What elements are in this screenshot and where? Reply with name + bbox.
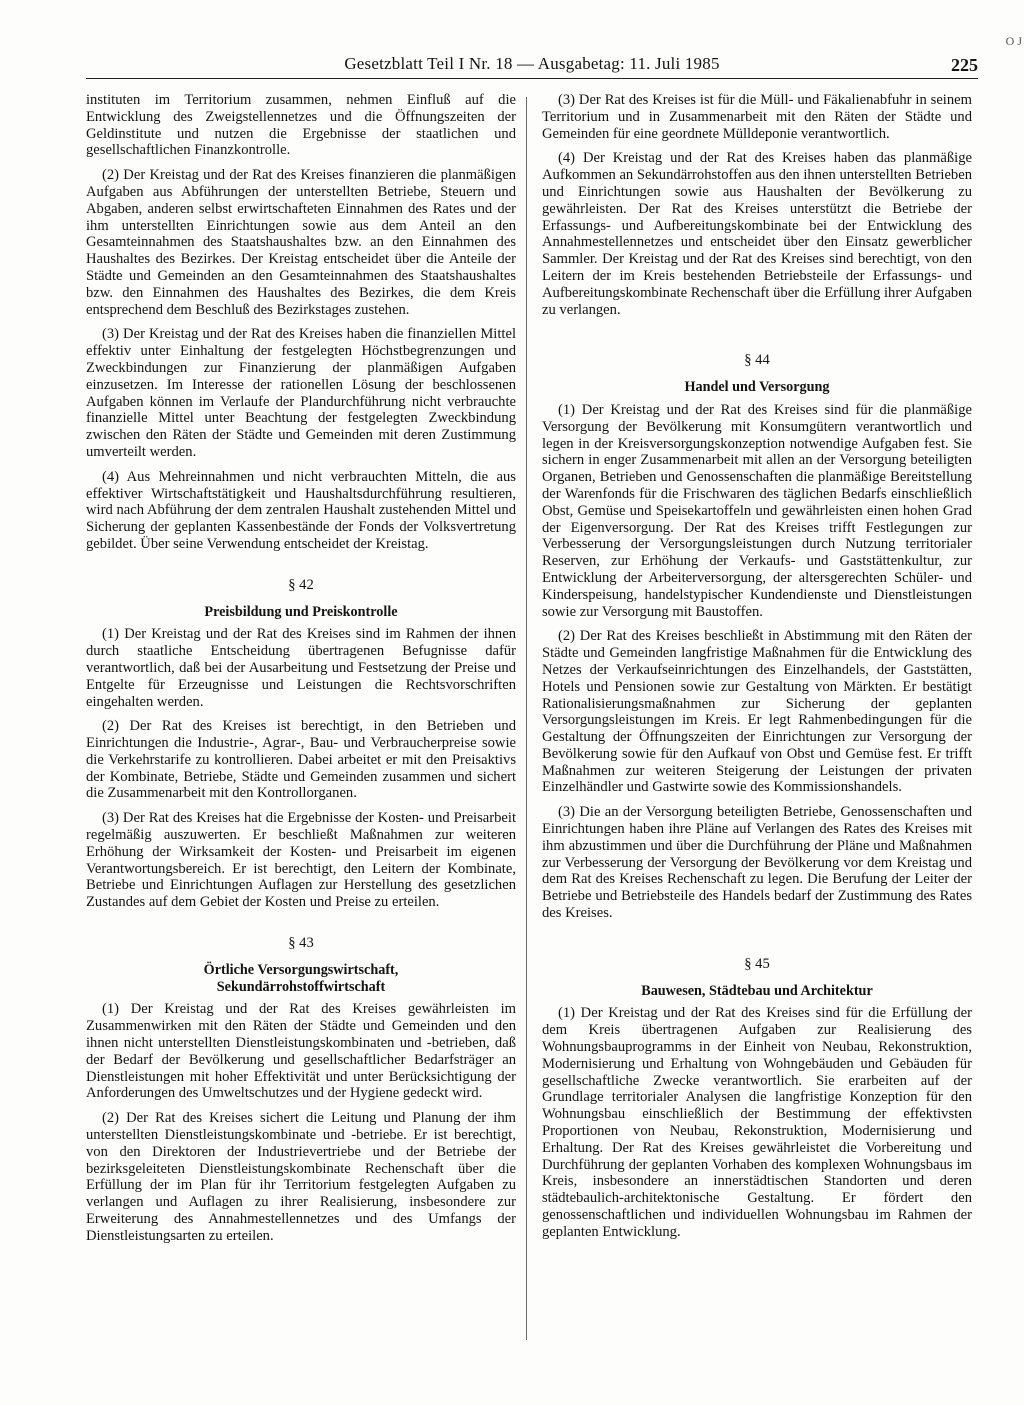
right-column: [542, 92, 972, 1249]
paragraph-43-1: (1) Der Kreistag und der Rat des Kreises gewährleisten im Zusammenwirken mit den Räten der Städte und Gemeinden und den ihnen nicht unterstellten Dienstleistungskombinaten und -betrieben, daß der Bedarf der Bevölkerung und gesellschaftlicher Bedarfsträger an Dienstleistungen mit hoher Effektivität und unter Berücksichtigung der Anforderungen des Umweltschutzes und der Hygiene gedeckt wird.: [86, 1001, 516, 1102]
paragraph-43-2: (2) Der Rat des Kreises sichert die Leitung und Planung der ihm unterstellten Dienstleistungskombinate und -betriebe. Er ist berechtigt, von den Direktoren der Industrievertriebe und der Betriebe der bezirksgeleiteten Dienstleistungskombinate Rechenschaft über die Erfüllung der im Plan für ihr Territorium festgelegten Aufgaben zu verlangen und Auflagen zu ihrer Realisierung, insbesondere zur Erweiterung des Annahmestellennetzes und des Umfangs der Dienstleistungsarten zu erteilen.: [86, 1110, 516, 1244]
section-43-title-line2: Sekundärrohstoffwirtschaft: [216, 978, 386, 995]
paragraph-42-1: (1) Der Kreistag und der Rat des Kreises sind im Rahmen der ihnen durch staatliche Entscheidung übertragenen Befugnisse dafür verantwortlich, daß bei der Ausarbeitung und Festsetzung der Preise und Entgelte für Erzeugnisse und Leistungen die Rechtsvorschriften eingehalten werden.: [86, 626, 516, 710]
header-title: Gesetzblatt Teil I Nr. 18 — Ausgabetag: 11. Juli 1985: [344, 54, 720, 73]
paragraph-44-3: (3) Die an der Versorgung beteiligten Betriebe, Genossenschaften und Einrichtungen haben ihre Pläne auf Verlangen des Rates des Kreises mit ihm abzustimmen und über die Durchführung der Pläne und Maßnahmen zur Verbesserung der Versorgung der Bevölkerung vor dem Kreistag und dem Rat des Kreises Rechenschaft zu legen. Die Berufung der Leiter der Betriebe und Betriebsteile des Handels bedarf der Zustimmung des Rates des Kreises.: [542, 804, 972, 922]
page-header: [86, 54, 978, 76]
paragraph-41-2: (2) Der Kreistag und der Rat des Kreises finanzieren die planmäßigen Aufgaben aus Abführungen der unterstellten Betriebe, Steuern und Abgaben, anderen selbst erwirtschafteten Einnahmen des Rates und der ihm unterstellten Einrichtungen sowie aus dem Anteil an den Gesamteinnahmen des Staatshaushaltes bzw. an den Einnahmen des Haushaltes des Bezirkes. Der Kreistag entscheidet über die Anteile der Städte und Gemeinden an den Gesamteinnahmen des Staatshaushaltes bzw. den Einnahmen des Haushaltes des Bezirkes, die dem Kreis entsprechend dem Beschluß des Bezirkstages zustehen.: [86, 167, 516, 318]
margin-mark: O J: [1005, 34, 1022, 48]
paragraph-44-1: (1) Der Kreistag und der Rat des Kreises sind für die planmäßige Versorgung der Bevölkerung mit Konsumgütern verantwortlich und legen in der Kreisversorgungskonzeption notwendige Aufgaben fest. Sie sichern in enger Zusammenarbeit mit allen an der Versorgung beteiligten Organen, Betrieben und Genossenschaften die planmäßige Bereitstellung der Warenfonds für die Frischwaren des täglichen Bedarfs einschließlich Obst, Gemüse und Speisekartoffeln und gewährleisten einen hohen Grad der Eigenversorgung. Der Rat des Kreises trifft Festlegungen zur Verbesserung der Versorgungsleistungen durch Nutzung territorialer Reserven, zur Erhöhung der Verkaufs- und Gaststättenkultur, zur Entwicklung der Arbeiterversorgung, der altersgerechten Schüler- und Kinderspeisung, handelstypischer Kundendienste und Dienstleistungen sowie zur Versorgung mit Baustoffen.: [542, 401, 972, 620]
paragraph-45-1: (1) Der Kreistag und der Rat des Kreises sind für die Erfüllung der dem Kreis übertragenen Aufgaben zur Realisierung des Wohnungsbauprogramms in der Einheit von Neubau, Rekonstruktion, Modernisierung und Erhaltung von Wohngebäuden und Gebäuden für gesellschaftliche Zwecke verantwortlich. Sie erarbeiten auf der Grundlage territorialer Analysen die langfristige Konzeption für den Wohnungsbau einschließlich der Bestimmung der effektivsten Proportionen von Neubau, Rekonstruktion, Modernisierung und Erhaltung. Der Rat des Kreises gewährleistet die Vorbereitung und Durchführung der geplanten Vorhaben des komplexen Wohnungsbaus im Kreis, insbesondere an innerstädtischen Standorten und deren städtebaulich-architektonische Gestaltung. Er fördert den genossenschaftlichen und individuellen Wohnungsbau im Rahmen der geplanten Entwicklung.: [542, 1005, 972, 1240]
header-rule: [86, 78, 978, 79]
section-44-number: § 44: [744, 352, 770, 369]
left-column: [86, 92, 516, 1253]
paragraph-41-3: (3) Der Kreistag und der Rat des Kreises haben die finanziellen Mittel effektiv unter Einhaltung der festgelegten Höchstbegrenzungen und Zweckbindungen zur Finanzierung der planmäßigen Aufgaben einzusetzen. Im Interesse der rationellen Lösung der beschlossenen Aufgaben können im Verlaufe der Plandurchführung nicht verbrauchte finanzielle Mittel unter Beachtung der festgelegten Zweckbindung zwischen den Räten der Städte und Gemeinden mit deren Zustimmung umverteilt werden.: [86, 326, 516, 460]
intro-paragraph: instituten im Territorium zusammen, nehmen Einfluß auf die Entwicklung des Zweigstellennetzes und die Öffnungszeiten der Geldinstitute und nutzen die Ergebnisse der staatlichen und gesellschaftlichen Finanzkontrolle.: [86, 92, 516, 159]
column-divider: [526, 97, 527, 1340]
section-42-title: Preisbildung und Preiskontrolle: [204, 603, 398, 620]
paragraph-43-4: (4) Der Kreistag und der Rat des Kreises haben das planmäßige Aufkommen an Sekundärrohstoffen aus den ihnen unterstellten Betrieben und Einrichtungen sowie aus Haushalten der Bevölkerung zu gewährleisten. Der Rat des Kreises unterstützt die Betriebe der Erfassungs- und Aufbereitungskombinate bei der Entwicklung des Annahmestellennetzes und entscheidet über den Einsatz gewerblicher Sammler. Der Kreistag und der Rat des Kreises sind berechtigt, von den Leitern der im Kreis bestehenden Betriebsteile der Erfassungs- und Aufbereitungskombinate Rechenschaft über die Erfüllung ihrer Aufgaben zu verlangen.: [542, 150, 972, 318]
section-44-title: Handel und Versorgung: [684, 379, 830, 396]
page-number: 225: [951, 55, 978, 75]
section-43-title: [86, 962, 516, 996]
section-45-title: Bauwesen, Städtebau und Architektur: [641, 982, 873, 999]
paragraph-43-3: (3) Der Rat des Kreises ist für die Müll- und Fäkalienabfuhr in seinem Territorium und in Zusammenarbeit mit den Räten der Städte und Gemeinden für eine geordnete Mülldeponie verantwortlich.: [542, 92, 972, 142]
paragraph-41-4: (4) Aus Mehreinnahmen und nicht verbrauchten Mitteln, die aus effektiver Wirtschaftstätigkeit und Haushaltsdurchführung resultieren, wird nach Abführung der dem zentralen Haushalt zustehenden Mittel und Sicherung der geplanten Kassenbestände der Fonds der Volksvertretung gebildet. Über seine Verwendung entscheidet der Kreistag.: [86, 468, 516, 552]
paragraph-44-2: (2) Der Rat des Kreises beschließt in Abstimmung mit den Räten der Städte und Gemeinden langfristige Maßnahmen für die Entwicklung des Netzes der Verkaufseinrichtungen des Einzelhandels, der Gaststätten, Hotels und Pensionen sowie zur Gestaltung von Märkten. Er bestätigt Rationalisierungsmaßnahmen zur Sicherung der geplanten Versorgungsleistungen im Kreis. Er legt Rahmenbedingungen für die Gestaltung der Öffnungszeiten der Einrichtungen zur Versorgung der Bevölkerung sowie für den Aufkauf von Obst und Gemüse fest. Er trifft Maßnahmen zur weiteren Steigerung der Leistungen der privaten Einzelhändler und Gastwirte sowie des Kommissionshandels.: [542, 628, 972, 796]
section-43-number: § 43: [288, 935, 314, 952]
paragraph-42-2: (2) Der Rat des Kreises ist berechtigt, in den Betrieben und Einrichtungen die Industrie-, Agrar-, Bau- und Verbraucherpreise sowie die Verkehrstarife zu kontrollieren. Dabei arbeitet er mit den Preisaktivs der Kombinate, Betriebe, Städte und Gemeinden zusammen und sichert die Zusammenarbeit mit den Kontrollorganen.: [86, 718, 516, 802]
section-42-number: § 42: [288, 576, 314, 593]
paragraph-42-3: (3) Der Rat des Kreises hat die Ergebnisse der Kosten- und Preisarbeit regelmäßig auszuwerten. Er beschließt Maßnahmen zur weiteren Erhöhung der Wirksamkeit der Kosten- und Preisarbeit im eigenen Verantwortungsbereich. Er ist berechtigt, den Leitern der Kombinate, Betriebe und Einrichtungen Auflagen zur Herstellung des gesetzlichen Zustandes auf dem Gebiet der Kosten und Preise zu erteilen.: [86, 810, 516, 911]
section-43-title-line1: Örtliche Versorgungswirtschaft,: [203, 961, 399, 978]
section-45-number: § 45: [744, 955, 770, 972]
